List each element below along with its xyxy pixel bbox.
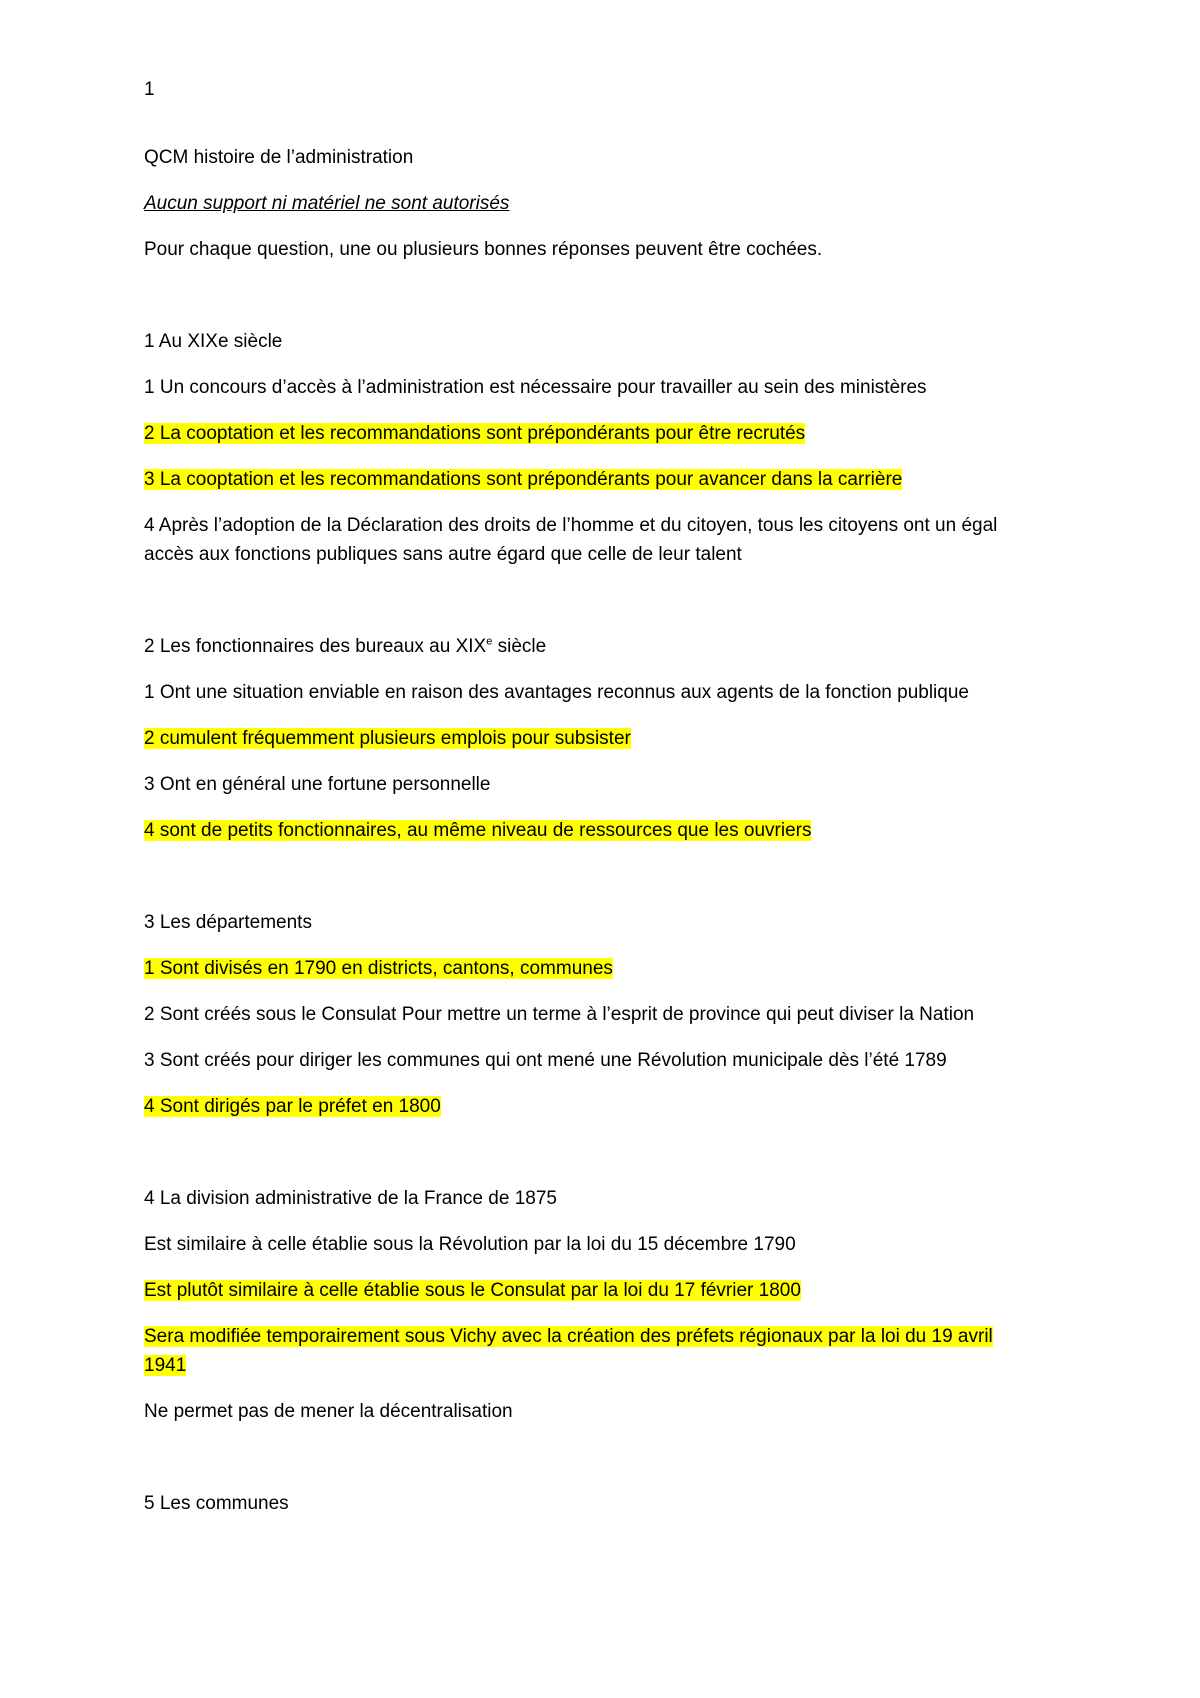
superscript: e [486, 635, 493, 648]
question-2-answer-4 [144, 817, 811, 845]
question-3-answer-3: 3 Sont créés pour diriger les communes qui ont mené une Révolution municipale dès l’été 1789 [144, 1050, 947, 1071]
question-3-answer-2: 2 Sont créés sous le Consulat Pour mettre un terme à l’esprit de province qui peut diviser la Nation [144, 1004, 975, 1025]
document-title: QCM histoire de l’administration [144, 147, 414, 168]
question-4-answer-2 [144, 1277, 801, 1305]
question-2-heading [144, 633, 546, 661]
question-1-answer-4-line-1: 4 Après l’adoption de la Déclaration des droits de l’homme et du citoyen, tous les citoyens ont un égal [144, 515, 998, 536]
highlighted-answer: 1 Sont divisés en 1790 en districts, cantons, communes [144, 958, 613, 979]
question-4-answer-3-line-2 [144, 1352, 186, 1380]
question-2-answer-3: 3 Ont en général une fortune personnelle [144, 774, 491, 795]
question-3-answer-4 [144, 1093, 441, 1121]
highlighted-answer: 4 Sont dirigés par le préfet en 1800 [144, 1096, 441, 1117]
question-1-answer-3 [144, 466, 902, 494]
question-1-heading: 1 Au XIXe siècle [144, 331, 283, 352]
question-2-answer-1: 1 Ont une situation enviable en raison des avantages reconnus aux agents de la fonction publique [144, 682, 969, 703]
question-4-answer-4: Ne permet pas de mener la décentralisation [144, 1401, 513, 1422]
question-3-answer-1 [144, 955, 613, 983]
highlighted-answer: 3 La cooptation et les recommandations sont prépondérants pour avancer dans la carrière [144, 469, 903, 490]
heading-text-end: siècle [492, 636, 547, 657]
question-1-answer-1: 1 Un concours d’accès à l’administration est nécessaire pour travailler au sein des ministères [144, 377, 927, 398]
page-number: 1 [144, 79, 155, 100]
question-1-answer-4-line-2: accès aux fonctions publiques sans autre égard que celle de leur talent [144, 544, 742, 565]
question-4-answer-1: Est similaire à celle établie sous la Révolution par la loi du 15 décembre 1790 [144, 1234, 796, 1255]
question-5-heading: 5 Les communes [144, 1493, 289, 1514]
question-1-answer-2 [144, 420, 805, 448]
instructions: Pour chaque question, une ou plusieurs bonnes réponses peuvent être cochées. [144, 239, 823, 260]
highlighted-answer: 4 sont de petits fonctionnaires, au même niveau de ressources que les ouvriers [144, 820, 812, 841]
highlighted-answer: 2 cumulent fréquemment plusieurs emplois pour subsister [144, 728, 631, 749]
highlighted-answer: Sera modifiée temporairement sous Vichy avec la création des préfets régionaux par la loi du 19 avril [144, 1326, 993, 1347]
heading-text: 2 Les fonctionnaires des bureaux au XIX [144, 636, 487, 657]
highlighted-answer: 2 La cooptation et les recommandations sont prépondérants pour être recrutés [144, 423, 806, 444]
highlighted-answer: Est plutôt similaire à celle établie sous le Consulat par la loi du 17 février 1800 [144, 1280, 801, 1301]
rule-notice: Aucun support ni matériel ne sont autorisés [144, 193, 510, 214]
question-2-answer-2 [144, 725, 631, 753]
question-4-answer-3-line-1 [144, 1323, 993, 1351]
question-3-heading: 3 Les départements [144, 912, 312, 933]
question-4-heading: 4 La division administrative de la France de 1875 [144, 1188, 557, 1209]
highlighted-answer: 1941 [144, 1355, 187, 1376]
